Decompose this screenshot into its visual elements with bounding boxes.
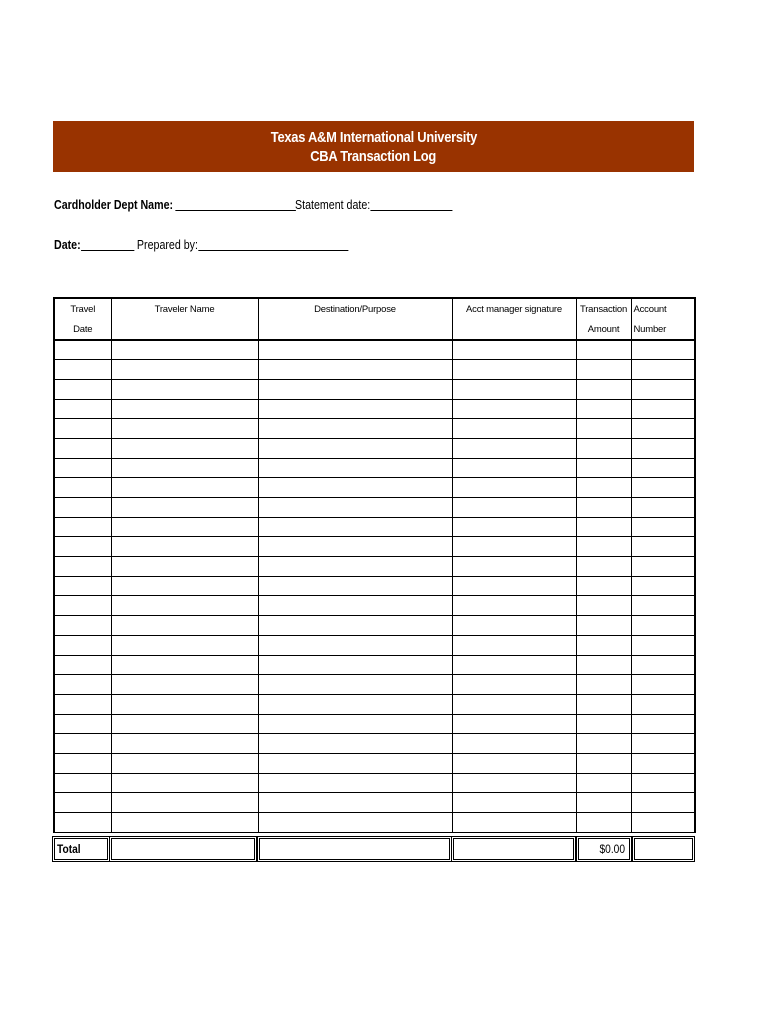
table-cell[interactable] (631, 655, 695, 675)
table-cell[interactable] (111, 478, 258, 498)
table-cell[interactable] (258, 557, 452, 577)
table-cell[interactable] (631, 773, 695, 793)
table-cell[interactable] (111, 596, 258, 616)
table-row (54, 478, 695, 498)
table-cell[interactable] (258, 399, 452, 419)
table-cell[interactable] (54, 694, 111, 714)
date-label: Date: (54, 237, 81, 252)
table-cell[interactable] (631, 478, 695, 498)
table-cell[interactable] (576, 478, 631, 498)
table-cell[interactable] (258, 517, 452, 537)
prepared-by-label: Prepared by: (136, 237, 198, 252)
statement-date-label: Statement date: (295, 197, 371, 212)
table-cell[interactable] (631, 498, 695, 518)
table-cell[interactable] (258, 616, 452, 636)
table-cell[interactable] (54, 813, 111, 833)
transaction-table (53, 297, 696, 833)
date-prepared-field[interactable] (54, 237, 348, 252)
col-acct-manager-signature: Acct manager signature (452, 298, 576, 340)
col-destination-purpose: Destination/Purpose (258, 298, 452, 340)
table-cell[interactable] (54, 675, 111, 695)
table-cell[interactable] (576, 596, 631, 616)
table-cell[interactable] (452, 498, 576, 518)
table-cell[interactable] (54, 340, 111, 360)
table-row (54, 793, 695, 813)
table-cell[interactable] (631, 360, 695, 380)
table-cell[interactable] (258, 734, 452, 754)
table-cell[interactable] (452, 458, 576, 478)
table-row (54, 694, 695, 714)
table-cell[interactable] (54, 419, 111, 439)
table-cell[interactable] (258, 714, 452, 734)
table-cell[interactable] (631, 340, 695, 360)
cardholder-dept-field[interactable] (54, 197, 296, 212)
table-cell[interactable] (576, 360, 631, 380)
table-cell[interactable] (111, 616, 258, 636)
table-row (54, 616, 695, 636)
table-cell[interactable] (111, 694, 258, 714)
table-cell[interactable] (258, 813, 452, 833)
table-cell[interactable] (452, 616, 576, 636)
table-cell[interactable] (54, 753, 111, 773)
table-cell[interactable] (576, 773, 631, 793)
table-cell[interactable] (576, 498, 631, 518)
total-cell-account[interactable] (634, 838, 693, 860)
table-cell[interactable] (111, 734, 258, 754)
table-cell[interactable] (452, 419, 576, 439)
table-cell[interactable] (111, 340, 258, 360)
table-row (54, 537, 695, 557)
log-title: CBA Transaction Log (310, 147, 437, 165)
table-cell[interactable] (631, 734, 695, 754)
table-cell[interactable] (452, 557, 576, 577)
table-cell[interactable] (111, 793, 258, 813)
table-cell[interactable] (258, 360, 452, 380)
table-row (54, 675, 695, 695)
table-cell[interactable] (111, 517, 258, 537)
table-row (54, 813, 695, 833)
col-travel-date: Travel Date (54, 298, 111, 340)
table-row (54, 655, 695, 675)
total-amount: $0.00 (578, 838, 630, 860)
table-cell[interactable] (452, 360, 576, 380)
table-cell[interactable] (452, 596, 576, 616)
table-cell[interactable] (576, 576, 631, 596)
table-cell[interactable] (111, 537, 258, 557)
table-cell[interactable] (111, 773, 258, 793)
table-cell[interactable] (258, 694, 452, 714)
table-cell[interactable] (452, 813, 576, 833)
table-cell[interactable] (258, 635, 452, 655)
table-cell[interactable] (258, 596, 452, 616)
table-cell[interactable] (258, 379, 452, 399)
date-blank[interactable] (81, 237, 134, 251)
cardholder-dept-blank[interactable] (176, 197, 297, 211)
table-cell[interactable] (54, 576, 111, 596)
table-cell[interactable] (258, 753, 452, 773)
table-cell[interactable] (576, 793, 631, 813)
table-cell[interactable] (54, 537, 111, 557)
table-cell[interactable] (576, 813, 631, 833)
table-cell[interactable] (576, 714, 631, 734)
table-cell[interactable] (631, 616, 695, 636)
table-cell[interactable] (111, 635, 258, 655)
table-cell[interactable] (54, 793, 111, 813)
table-cell[interactable] (111, 458, 258, 478)
col-transaction-amount: Transaction Amount (576, 298, 631, 340)
table-row (54, 458, 695, 478)
table-cell[interactable] (631, 517, 695, 537)
table-cell[interactable] (631, 379, 695, 399)
table-cell[interactable] (452, 576, 576, 596)
table-cell[interactable] (631, 813, 695, 833)
table-cell[interactable] (452, 753, 576, 773)
table-cell[interactable] (631, 419, 695, 439)
title-banner (53, 121, 694, 172)
table-cell[interactable] (576, 399, 631, 419)
table-cell[interactable] (452, 379, 576, 399)
prepared-by-blank[interactable] (198, 237, 348, 251)
table-cell[interactable] (576, 379, 631, 399)
table-cell[interactable] (631, 576, 695, 596)
table-cell[interactable] (576, 557, 631, 577)
table-row (54, 714, 695, 734)
table-row (54, 419, 695, 439)
table-row (54, 399, 695, 419)
table-cell[interactable] (452, 793, 576, 813)
table-cell[interactable] (576, 753, 631, 773)
table-cell[interactable] (54, 734, 111, 754)
table-cell[interactable] (452, 478, 576, 498)
col-traveler-name: Traveler Name (111, 298, 258, 340)
table-cell[interactable] (576, 734, 631, 754)
table-cell[interactable] (111, 557, 258, 577)
table-cell[interactable] (111, 753, 258, 773)
table-cell[interactable] (54, 498, 111, 518)
table-cell[interactable] (452, 537, 576, 557)
table-row (54, 379, 695, 399)
table-cell[interactable] (111, 438, 258, 458)
table-row (54, 438, 695, 458)
table-cell[interactable] (111, 813, 258, 833)
table-cell[interactable] (258, 793, 452, 813)
table-row (54, 360, 695, 380)
table-cell[interactable] (111, 675, 258, 695)
table-cell[interactable] (631, 458, 695, 478)
table-cell[interactable] (54, 655, 111, 675)
total-row (53, 838, 694, 862)
table-cell[interactable] (111, 360, 258, 380)
table-cell[interactable] (576, 537, 631, 557)
table-cell[interactable] (452, 675, 576, 695)
total-label: Total (54, 838, 108, 860)
table-cell[interactable] (452, 399, 576, 419)
table-cell[interactable] (54, 714, 111, 734)
table-cell[interactable] (258, 576, 452, 596)
table-cell[interactable] (452, 635, 576, 655)
table-cell[interactable] (54, 635, 111, 655)
table-cell[interactable] (576, 694, 631, 714)
table-cell[interactable] (111, 714, 258, 734)
table-cell[interactable] (54, 517, 111, 537)
table-cell[interactable] (111, 576, 258, 596)
table-cell[interactable] (54, 379, 111, 399)
table-cell[interactable] (111, 379, 258, 399)
table-cell[interactable] (258, 438, 452, 458)
table-row (54, 576, 695, 596)
table-cell[interactable] (111, 419, 258, 439)
table-cell[interactable] (54, 438, 111, 458)
table-cell[interactable] (54, 557, 111, 577)
table-cell[interactable] (258, 340, 452, 360)
table-cell[interactable] (452, 734, 576, 754)
table-cell[interactable] (452, 773, 576, 793)
table-cell[interactable] (576, 517, 631, 537)
table-cell[interactable] (258, 498, 452, 518)
table-cell[interactable] (54, 773, 111, 793)
table-cell[interactable] (631, 753, 695, 773)
table-cell[interactable] (54, 458, 111, 478)
table-row (54, 635, 695, 655)
table-cell[interactable] (576, 655, 631, 675)
total-cell-destination[interactable] (259, 838, 450, 860)
table-cell[interactable] (576, 419, 631, 439)
table-cell[interactable] (258, 675, 452, 695)
table-cell[interactable] (452, 438, 576, 458)
table-row (54, 596, 695, 616)
table-row (54, 734, 695, 754)
table-cell[interactable] (54, 478, 111, 498)
table-cell[interactable] (452, 694, 576, 714)
table-cell[interactable] (631, 399, 695, 419)
total-cell-traveler[interactable] (111, 838, 255, 860)
table-cell[interactable] (576, 438, 631, 458)
table-cell[interactable] (631, 635, 695, 655)
table-cell[interactable] (54, 616, 111, 636)
total-cell-signature[interactable] (453, 838, 574, 860)
table-cell[interactable] (576, 340, 631, 360)
table-row (54, 773, 695, 793)
table-cell[interactable] (258, 419, 452, 439)
table-cell[interactable] (452, 714, 576, 734)
table-cell[interactable] (452, 517, 576, 537)
table-cell[interactable] (576, 458, 631, 478)
table-cell[interactable] (111, 655, 258, 675)
table-header-row (54, 298, 695, 340)
table-cell[interactable] (258, 458, 452, 478)
table-row (54, 498, 695, 518)
col-account-number: Account Number (631, 298, 695, 340)
statement-date-blank[interactable] (370, 197, 452, 211)
table-cell[interactable] (631, 793, 695, 813)
table-cell[interactable] (576, 616, 631, 636)
table-cell[interactable] (631, 557, 695, 577)
university-title: Texas A&M International University (270, 128, 477, 146)
table-cell[interactable] (258, 478, 452, 498)
table-cell[interactable] (631, 537, 695, 557)
table-cell[interactable] (258, 537, 452, 557)
table-cell[interactable] (576, 635, 631, 655)
table-body (54, 340, 695, 832)
table-cell[interactable] (54, 399, 111, 419)
table-cell[interactable] (111, 399, 258, 419)
table-row (54, 753, 695, 773)
table-row (54, 340, 695, 360)
table-cell[interactable] (258, 773, 452, 793)
table-cell[interactable] (631, 675, 695, 695)
table-row (54, 557, 695, 577)
table-cell[interactable] (631, 714, 695, 734)
table-cell[interactable] (631, 438, 695, 458)
table-cell[interactable] (631, 694, 695, 714)
table-cell[interactable] (54, 360, 111, 380)
table-cell[interactable] (54, 596, 111, 616)
statement-date-field[interactable] (295, 197, 452, 212)
table-cell[interactable] (576, 675, 631, 695)
table-cell[interactable] (452, 655, 576, 675)
cardholder-dept-label: Cardholder Dept Name: (54, 197, 174, 212)
table-cell[interactable] (452, 340, 576, 360)
table-cell[interactable] (631, 596, 695, 616)
table-row (54, 517, 695, 537)
table-cell[interactable] (258, 655, 452, 675)
table-cell[interactable] (111, 498, 258, 518)
